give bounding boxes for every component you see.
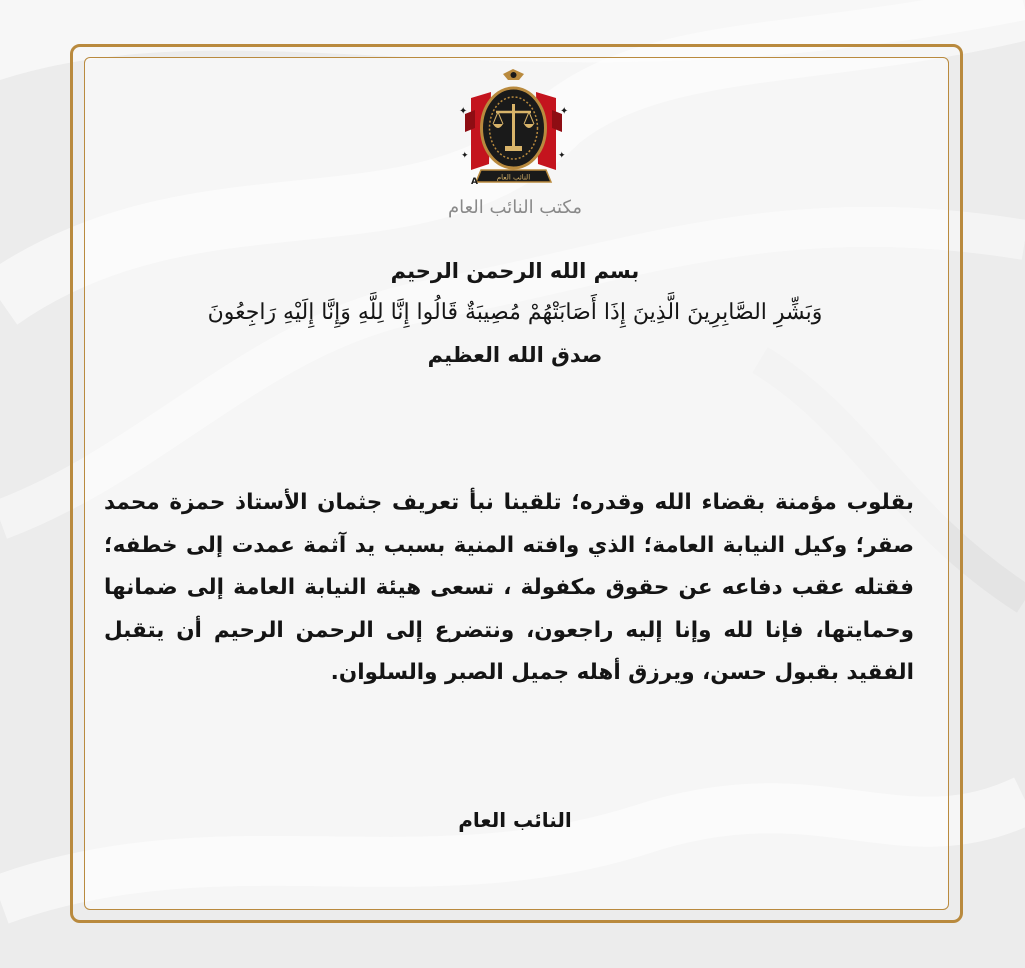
signature-title: النائب العام bbox=[458, 808, 572, 832]
condolence-paragraph: بقلوب مؤمنة بقضاء الله وقدره؛ تلقينا نبأ تعريف جثمان الأستاذ حمزة محمد صقر؛ وكيل النيابة العامة؛ الذي وافته المنية بسبب يد آثمة عمدت إلى خطفه؛ فقتله عقب دفاعه عن حقوق مكفولة ، تسعى هيئة النيابة العامة إلى ضمانها وحمايتها، فإنا لله وإنا إليه راجعون، ونتضرع إلى الرحمن الرحيم أن يتقبل الفقيد بقبول حسن، ويرزق أهله جميل الصبر والسلوان. bbox=[104, 490, 914, 686]
public-prosecutor-emblem bbox=[451, 66, 576, 191]
svg-text:✦: ✦ bbox=[459, 106, 468, 117]
svg-text:✦: ✦ bbox=[560, 106, 569, 117]
svg-text:✦: ✦ bbox=[558, 151, 566, 161]
office-name: مكتب النائب العام bbox=[447, 197, 582, 218]
basmala: بسم الله الرحمن الرحيم bbox=[390, 259, 640, 283]
opening-block bbox=[110, 255, 920, 371]
emblem-banner-text: النائب العام bbox=[496, 173, 531, 182]
svg-text:✦: ✦ bbox=[461, 151, 469, 161]
quran-verse: وَبَشِّرِ الصَّابِرِينَ الَّذِينَ إِذَا أَصَابَتْهُمْ مُصِيبَةٌ قَالُوا إِنَّا لِلَّهِ وَإِنَّا إِلَيْهِ رَاجِعُونَ bbox=[207, 300, 823, 325]
sadaq-closing: صدق الله العظيم bbox=[427, 343, 603, 367]
svg-text:A: A bbox=[471, 177, 478, 187]
